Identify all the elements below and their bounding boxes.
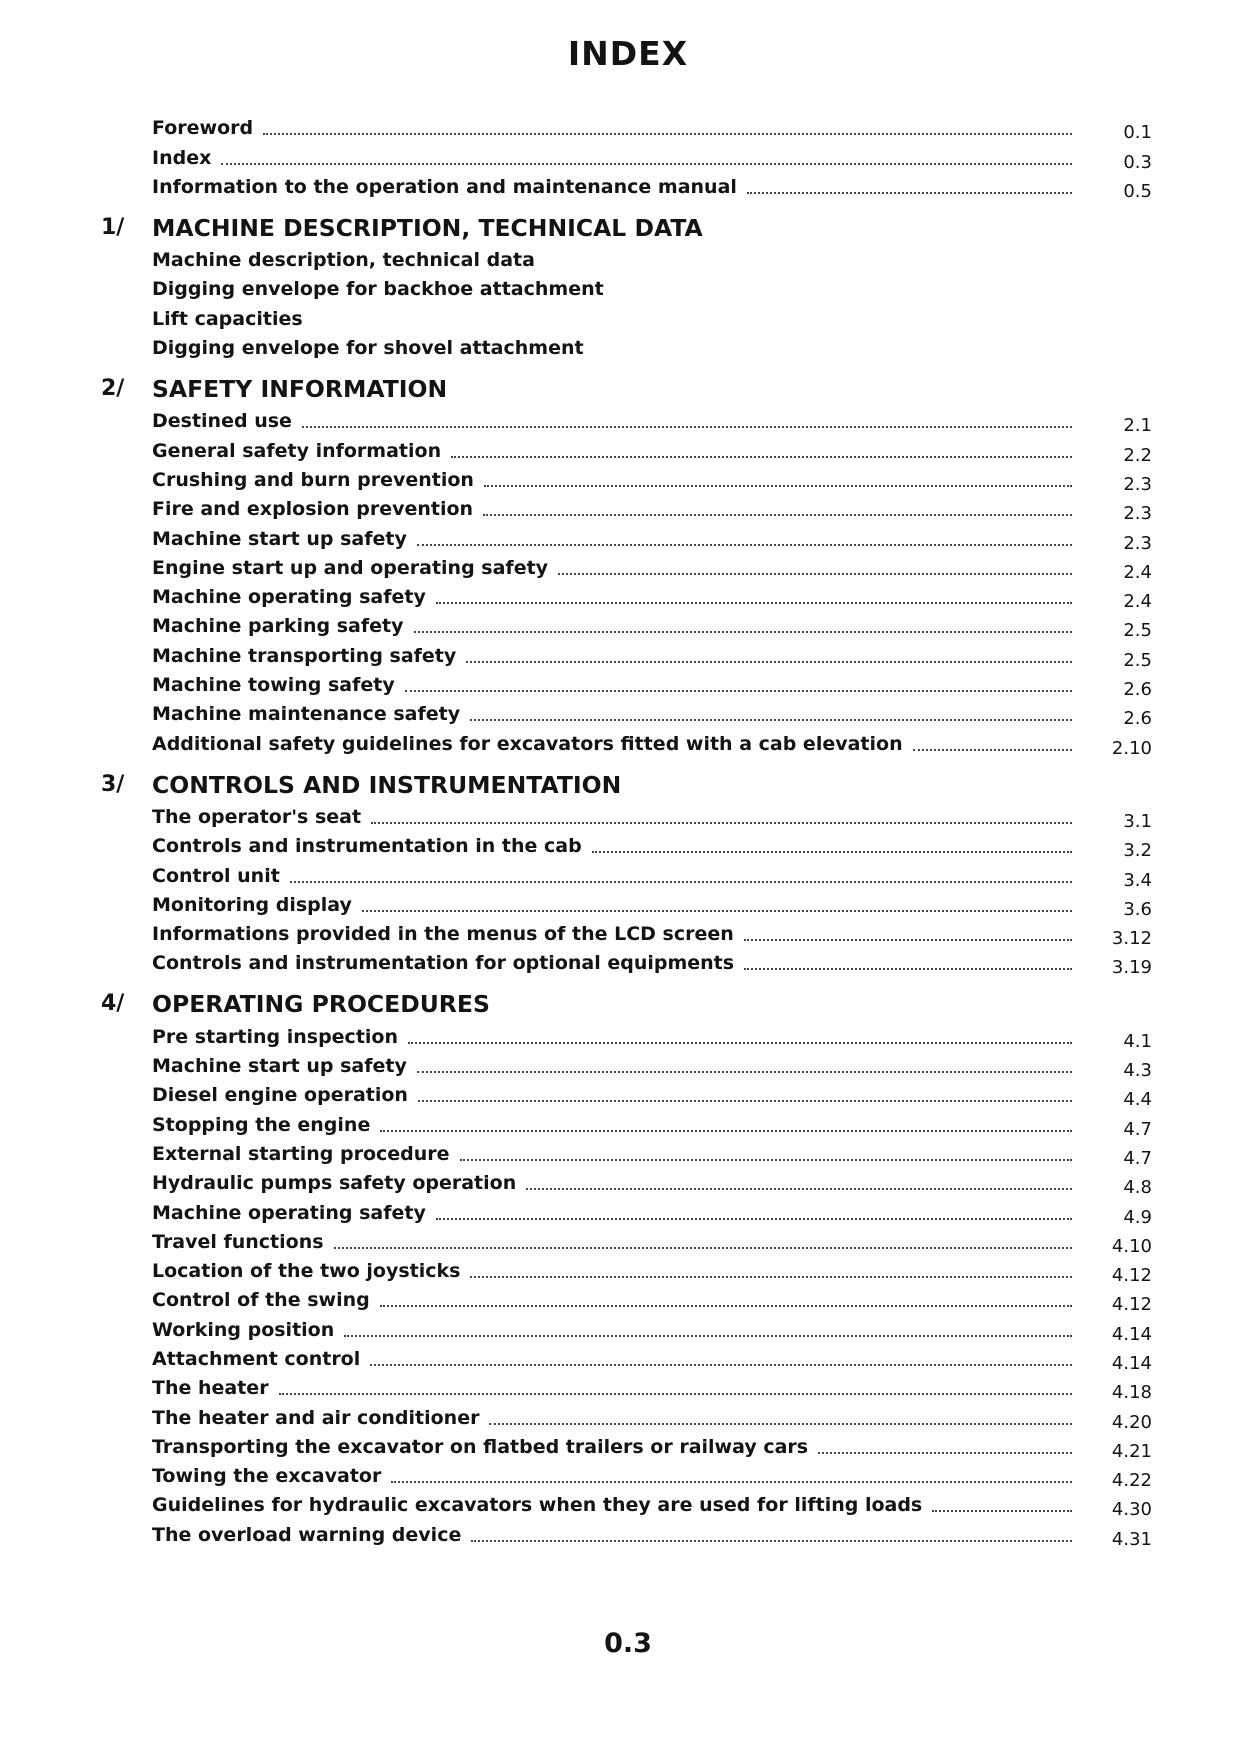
toc-entry-label: Fire and explosion prevention: [152, 498, 474, 521]
toc-entry-page: 0.1: [1123, 122, 1152, 144]
toc-entry-page: 0.3: [1123, 151, 1152, 173]
toc-entry-label: Additional safety guidelines for excavators fitted with a cab elevation: [152, 732, 903, 755]
table-of-contents: [0, 110, 1241, 1550]
toc-entry-page: 2.4: [1123, 591, 1152, 613]
section-header: [0, 198, 1241, 242]
toc-entry: [152, 1458, 1152, 1492]
toc-entry-page: 4.7: [1123, 1118, 1152, 1140]
toc-entry-label: External starting procedure: [152, 1142, 450, 1165]
toc-entry-page: 3.4: [1123, 869, 1152, 891]
toc-entry: [152, 579, 1152, 613]
toc-entry-label: Guidelines for hydraulic excavators when they are used for lifting loads: [152, 1494, 923, 1517]
dot-leader: [417, 544, 1072, 546]
toc-entry: [152, 1224, 1152, 1257]
dot-leader: [302, 426, 1072, 428]
toc-entry-label: Foreword: [152, 117, 254, 140]
toc-entry-label: Hydraulic pumps safety operation: [152, 1172, 517, 1195]
toc-entry: [152, 916, 1152, 950]
toc-entry: [152, 1341, 1152, 1374]
toc-entry-label: Information to the operation and maintenance manual: [152, 175, 737, 198]
toc-entry-label: Index: [152, 146, 212, 169]
toc-entry-label: Machine start up safety: [152, 527, 407, 550]
toc-entry-label: Machine operating safety: [152, 1201, 426, 1224]
toc-entry-label: Pre starting inspection: [152, 1025, 398, 1048]
toc-entry-page: 2.5: [1123, 620, 1152, 642]
toc-entry: [152, 667, 1152, 701]
toc-entry: [152, 403, 1152, 437]
toc-entry-label: The heater and air conditioner: [152, 1406, 480, 1429]
toc-entry-label: The overload warning device: [152, 1523, 462, 1546]
toc-entry-page: 4.31: [1111, 1528, 1152, 1550]
toc-entry-page: 4.14: [1111, 1323, 1152, 1345]
toc-entry: [152, 828, 1152, 862]
toc-entry: [152, 1399, 1152, 1433]
toc-entry-page: 4.10: [1111, 1235, 1152, 1257]
toc-entry-page: 3.2: [1123, 840, 1152, 862]
section-number: 4/: [101, 991, 125, 1017]
section-number: 1/: [101, 214, 125, 240]
dot-leader: [470, 1276, 1072, 1278]
toc-entry-page: 3.6: [1123, 898, 1152, 920]
toc-entry-label: Controls and instrumentation for optional equipments: [152, 952, 735, 975]
dot-leader: [558, 573, 1072, 575]
dot-leader: [484, 485, 1072, 487]
toc-entry: [152, 1018, 1152, 1052]
dot-leader: [408, 1042, 1072, 1044]
dot-leader: [744, 939, 1072, 941]
toc-entry: [152, 169, 1152, 202]
toc-entry-page: 4.3: [1123, 1060, 1152, 1082]
toc-entry: [152, 1516, 1152, 1550]
toc-entry-page: 2.6: [1123, 679, 1152, 701]
toc-entry: [152, 887, 1152, 920]
toc-entry: [152, 1282, 1152, 1316]
toc-entry-label: Machine maintenance safety: [152, 703, 461, 726]
dot-leader: [221, 163, 1072, 165]
toc-entry: [152, 1077, 1152, 1111]
toc-entry: [152, 491, 1152, 525]
toc-entry-label: Stopping the engine: [152, 1113, 371, 1136]
toc-entry-page: 4.12: [1111, 1294, 1152, 1316]
dot-leader: [370, 1364, 1072, 1366]
toc-entry-label: Machine start up safety: [152, 1055, 407, 1078]
dot-leader: [436, 1218, 1072, 1220]
section-heading: SAFETY INFORMATION: [152, 375, 448, 404]
dot-leader: [526, 1188, 1072, 1190]
dot-leader: [290, 881, 1072, 883]
toc-entry-page: 0.5: [1123, 180, 1152, 202]
dot-leader: [489, 1423, 1072, 1425]
toc-entry-label: Crushing and burn prevention: [152, 468, 474, 491]
toc-entry-label: The heater: [152, 1377, 269, 1400]
toc-entry: [152, 550, 1152, 583]
dot-leader: [932, 1510, 1072, 1512]
section-header: [0, 359, 1241, 403]
toc-entry: [152, 1429, 1152, 1462]
section-heading: OPERATING PROCEDURES: [152, 990, 490, 1019]
toc-entry-page: 4.18: [1111, 1382, 1152, 1404]
toc-entry-page: 3.1: [1123, 810, 1152, 832]
toc-entry-page: 2.10: [1111, 737, 1152, 759]
toc-entry: [152, 1194, 1152, 1228]
toc-entry: [152, 725, 1152, 759]
dot-leader: [913, 749, 1072, 751]
dot-leader: [451, 456, 1072, 458]
dot-leader: [263, 133, 1072, 135]
toc-entry-page: 4.8: [1123, 1177, 1152, 1199]
toc-entry-page: 4.20: [1111, 1411, 1152, 1433]
toc-entry: [152, 1253, 1152, 1287]
toc-entry-page: 2.3: [1123, 532, 1152, 554]
dot-leader: [747, 192, 1072, 194]
toc-entry-label: Machine parking safety: [152, 615, 404, 638]
toc-entry: [152, 1106, 1152, 1140]
section-header: [0, 755, 1241, 799]
toc-entry: [152, 608, 1152, 642]
toc-entry-label: Destined use: [152, 410, 292, 433]
dot-leader: [279, 1393, 1072, 1395]
toc-entry: [152, 110, 1152, 144]
toc-entry-label: Digging envelope for shovel attachment: [152, 337, 584, 360]
toc-entry: [152, 242, 1152, 271]
toc-entry: [152, 462, 1152, 495]
toc-entry-label: Digging envelope for backhoe attachment: [152, 278, 604, 301]
dot-leader: [483, 514, 1072, 516]
dot-leader: [391, 1481, 1072, 1483]
toc-entry-page: 2.5: [1123, 649, 1152, 671]
toc-entry: [152, 1487, 1152, 1521]
dot-leader: [466, 661, 1072, 663]
toc-entry: [152, 857, 1152, 891]
page-number: 0.3: [604, 1628, 652, 1659]
toc-entry-label: Machine description, technical data: [152, 249, 535, 272]
toc-entry: [152, 330, 1152, 359]
toc-entry-page: 4.12: [1111, 1265, 1152, 1287]
toc-entry: [152, 637, 1152, 671]
toc-entry-page: 4.7: [1123, 1147, 1152, 1169]
toc-entry-page: 4.14: [1111, 1352, 1152, 1374]
toc-entry-label: Travel functions: [152, 1230, 324, 1253]
toc-entry-label: Informations provided in the menus of the LCD screen: [152, 923, 734, 946]
dot-leader: [362, 910, 1072, 912]
toc-entry-label: Machine towing safety: [152, 674, 395, 697]
toc-entry-page: 2.3: [1123, 503, 1152, 525]
toc-entry-page: 4.4: [1123, 1089, 1152, 1111]
section-heading: MACHINE DESCRIPTION, TECHNICAL DATA: [152, 213, 703, 242]
toc-entry: [152, 1311, 1152, 1345]
dot-leader: [380, 1305, 1072, 1307]
dot-leader: [417, 1071, 1072, 1073]
toc-entry-label: Attachment control: [152, 1347, 361, 1370]
section-number: 2/: [101, 376, 125, 402]
toc-entry-label: Lift capacities: [152, 307, 303, 330]
toc-entry-page: 2.6: [1123, 708, 1152, 730]
toc-entry: [152, 1165, 1152, 1199]
section-header: [0, 974, 1241, 1018]
toc-entry-label: Machine transporting safety: [152, 644, 457, 667]
toc-entry-label: Controls and instrumentation in the cab: [152, 835, 582, 858]
toc-entry-page: 4.21: [1111, 1440, 1152, 1462]
toc-entry-page: 4.22: [1111, 1470, 1152, 1492]
toc-entry-label: Control of the swing: [152, 1289, 370, 1312]
dot-leader: [334, 1247, 1072, 1249]
toc-entry: [152, 1370, 1152, 1404]
dot-leader: [414, 631, 1073, 633]
toc-entry-page: 4.9: [1123, 1206, 1152, 1228]
toc-entry: [152, 300, 1152, 329]
dot-leader: [436, 602, 1072, 604]
toc-entry-page: 4.1: [1123, 1030, 1152, 1052]
dot-leader: [418, 1100, 1072, 1102]
toc-entry: [152, 799, 1152, 832]
toc-entry-label: Diesel engine operation: [152, 1084, 408, 1107]
toc-entry-page: 4.30: [1111, 1499, 1152, 1521]
dot-leader: [405, 690, 1072, 692]
toc-entry: [152, 1048, 1152, 1082]
dot-leader: [380, 1130, 1072, 1132]
section-heading: CONTROLS AND INSTRUMENTATION: [152, 770, 622, 799]
dot-leader: [344, 1335, 1072, 1337]
dot-leader: [371, 822, 1072, 824]
toc-entry: [152, 520, 1152, 554]
toc-entry: [152, 271, 1152, 300]
toc-entry-label: Transporting the excavator on flatbed trailers or railway cars: [152, 1435, 809, 1458]
toc-entry-page: 2.4: [1123, 561, 1152, 583]
page-title: INDEX: [567, 34, 689, 73]
toc-entry-page: 2.2: [1123, 444, 1152, 466]
toc-entry-page: 3.19: [1111, 957, 1152, 979]
toc-entry-label: Working position: [152, 1318, 335, 1341]
dot-leader: [460, 1159, 1072, 1161]
toc-entry-page: 2.1: [1123, 415, 1152, 437]
toc-entry: [152, 1136, 1152, 1169]
toc-entry-label: Towing the excavator: [152, 1465, 382, 1488]
toc-entry-page: 2.3: [1123, 473, 1152, 495]
toc-entry-page: 3.12: [1111, 928, 1152, 950]
dot-leader: [818, 1452, 1072, 1454]
dot-leader: [744, 968, 1072, 970]
dot-leader: [592, 851, 1072, 853]
toc-entry-label: Monitoring display: [152, 893, 352, 916]
toc-entry: [152, 139, 1152, 173]
toc-entry-label: Machine operating safety: [152, 586, 426, 609]
toc-entry-label: The operator's seat: [152, 805, 362, 828]
section-number: 3/: [101, 771, 125, 797]
toc-entry-label: Location of the two joysticks: [152, 1260, 461, 1283]
toc-entry-label: General safety information: [152, 439, 442, 462]
dot-leader: [471, 1540, 1072, 1542]
dot-leader: [470, 719, 1072, 721]
toc-entry: [152, 696, 1152, 730]
toc-entry: [152, 945, 1152, 979]
toc-entry-label: Control unit: [152, 864, 280, 887]
toc-entry: [152, 432, 1152, 466]
toc-entry-label: Engine start up and operating safety: [152, 556, 549, 579]
